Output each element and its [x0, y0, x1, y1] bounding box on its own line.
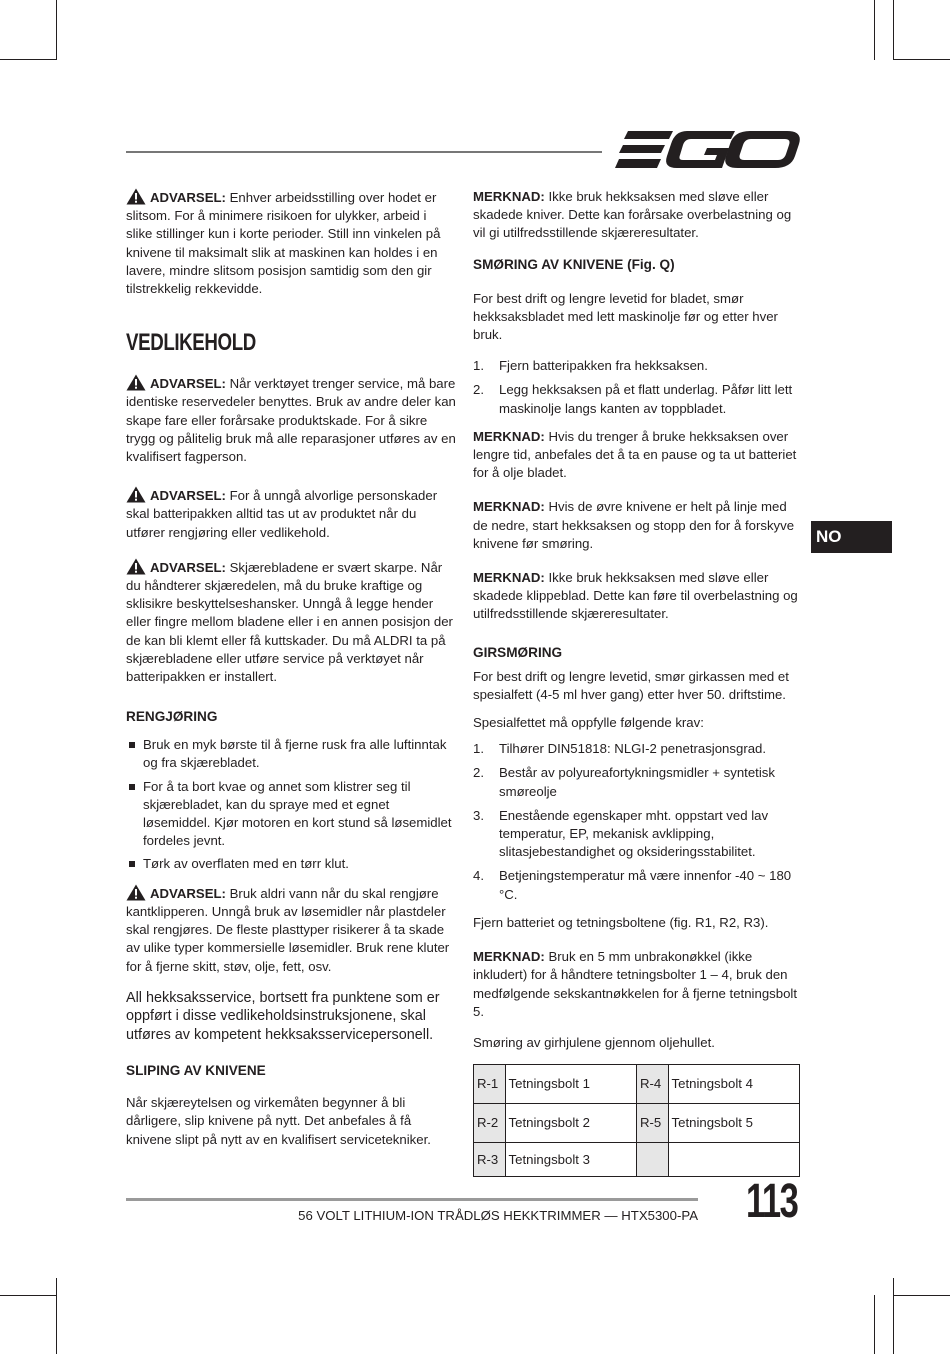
note-label: MERKNAD: — [473, 189, 545, 204]
page-number: 113 — [746, 1175, 798, 1228]
note-label: MERKNAD: — [473, 499, 545, 515]
step-number: 4. — [473, 868, 484, 884]
note-text: Ikke bruk hekksaksen med sløve eller skadede kniver. Dette kan forårsake overbelastning og vil gi utilfredsstillende skjæreresultater. — [473, 189, 792, 241]
crop-mark — [56, 1278, 57, 1354]
list-item — [473, 740, 803, 758]
note-text: Ikke bruk hekksaksen med sløve eller skadede klippeblad. Dette kan føre til overbelastning og utilfredsstillende skjæreresultater. — [473, 570, 798, 622]
warning-battery — [126, 486, 456, 542]
note-align — [473, 498, 803, 553]
warning-label: ADVARSEL: — [150, 885, 226, 901]
part-name: Tetningsbolt 2 — [505, 1104, 636, 1143]
footer-product: 56 VOLT LITHIUM-ION TRÅDLØS HEKKTRIMMER — HTX5300-PA — [298, 1208, 698, 1223]
note-label: MERKNAD: — [473, 570, 545, 586]
section-title: VEDLIKEHOLD — [126, 329, 256, 357]
list-item — [473, 867, 803, 903]
warning-text: Bruk aldri vann når du skal rengjøre kantklipperen. Unngå bruk av løsemidler når plastdeler skal rengjøres. De fleste plasttyper risikerer å ta skade av ulike typer kommersielle løsemidler. Bruk rene kluter for å fjerne skitt, støv, olje, fett, osv. — [126, 885, 450, 974]
warning-triangle-icon — [126, 486, 146, 503]
step-text: Enestående egenskaper mht. oppstart ved lav temperatur, EP, mekanisk avklipping, slitasjebestandighet og oksideringsstabilitet. — [499, 807, 769, 860]
language-tab: NO — [811, 521, 892, 553]
sharpen-heading: SLIPING AV KNIVENE — [126, 1063, 266, 1079]
list-item: For å ta bort kvae og annet som klistrer seg til skjærebladet, kan du spraye med et egnet løsemiddel. Kjør motoren en kort stund så løsemidlet fordeles jevnt. — [126, 778, 456, 851]
part-code: R-4 — [636, 1065, 668, 1104]
part-code: R-1 — [474, 1065, 506, 1104]
warning-triangle-icon — [126, 558, 146, 575]
note-dull-knives — [473, 188, 803, 243]
list-item — [473, 764, 803, 800]
note-long-use — [473, 428, 803, 483]
warning-text: Når verktøyet trenger service, må bare identiske reservedeler benyttes. Bruk av andre deler kan skape fare eller forårsake produktskade. For å sikre trygg og pålitelig bruk må alle reparasjoner utføres av en kvalifisert fagperson. — [126, 376, 456, 465]
list-item: Tørk av overflaten med en tørr klut. — [126, 855, 456, 873]
cleaning-list — [126, 736, 456, 873]
part-name: Tetningsbolt 3 — [505, 1143, 636, 1177]
ego-logo — [615, 128, 800, 172]
step-text: Består av polyureafortykningsmidler + syntetisk smøreolje — [499, 765, 775, 799]
warning-label: ADVARSEL: — [150, 488, 226, 504]
crop-mark — [893, 1295, 950, 1296]
warning-label: ADVARSEL: — [150, 190, 226, 205]
part-code: R-2 — [474, 1104, 506, 1143]
lube-paragraph: For best drift og lengre levetid for bladet, smør hekksaksbladet med lett maskinolje før og etter hver bruk. — [473, 290, 778, 343]
crop-mark — [893, 1278, 894, 1354]
step-number: 2. — [473, 765, 484, 781]
note-label: MERKNAD: — [473, 949, 545, 965]
warning-text: Skjærebladene er svært skarpe. Når du håndterer skjæredelen, må du bruke kraftige og sklisikre beskyttelseshansker. Unngå å legge hender eller fingre mellom bladene eller i en annen posisjon der de kan bli klemt eller få kuttskader. Du må ALDRI ta på skjærebladene eller utføre service på verktøyet når batteripakken er installert. — [126, 559, 453, 685]
part-name: Tetningsbolt 1 — [505, 1065, 636, 1104]
part-code: R-3 — [474, 1143, 506, 1177]
crop-mark — [0, 59, 56, 60]
grease-intro: Spesialfettet må oppfylle følgende krav: — [473, 715, 704, 731]
crop-mark — [874, 1295, 875, 1354]
crop-mark — [56, 0, 57, 60]
crop-mark — [893, 0, 894, 60]
note-text: Hvis de øvre knivene er helt på linje med de nedre, start hekksaksen og stopp den for å forskyve knivene før smøring. — [473, 499, 795, 551]
right-column — [473, 188, 803, 1177]
note-text: Bruk en 5 mm unbrakonøkkel (ikke inkludert) for å håndtere tetningsbolter 1 – 4, bruk den medfølgende sekskantnøkkelen for å fjerne tetningsbolt 5. — [473, 949, 798, 1019]
service-paragraph: All hekksaksservice, bortsett fra punktene som er oppført i disse vedlikeholdsinstruksjonene, skal utføres av kompetent hekksaksservicepersonell. — [126, 989, 440, 1043]
left-column — [126, 188, 456, 1162]
list-item: Bruk en myk børste til å fjerne rusk fra alle luftinntak og fra skjærebladet. — [126, 736, 456, 772]
warning-triangle-icon — [126, 884, 146, 901]
warning-label: ADVARSEL: — [150, 376, 226, 392]
remove-bolts: Fjern batteriet og tetningsboltene (fig. R1, R2, R3). — [473, 914, 769, 930]
warning-text: Enhver arbeidsstilling over hodet er slitsom. For å minimere risikoen for ulykker, arbeid i slike stillinger kun i korte perioder. Still inn vinkelen på knivene til maksimalt slik at maskinen kan holdes i en lavere, mindre slitsom posisjon samtidig som den gir tilstrekkelig rekkevidde. — [126, 190, 441, 297]
warning-blades — [126, 558, 456, 686]
list-item — [473, 381, 803, 417]
step-text: Fjern batteripakken fra hekksaksen. — [499, 358, 708, 374]
crop-mark — [893, 59, 950, 60]
grease-requirements — [473, 740, 803, 904]
warning-text: For å unngå alvorlige personskader skal batteripakken alltid tas ut av produktet når du utfører rengjøring eller vedlikehold. — [126, 488, 438, 540]
step-number: 3. — [473, 807, 484, 823]
step-text: Legg hekksaksen på et flatt underlag. Påfør litt lett maskinolje langs kanten av toppbladet. — [499, 382, 793, 416]
lube-heading: SMØRING AV KNIVENE (Fig. Q) — [473, 256, 675, 272]
table-row — [474, 1065, 800, 1104]
note-wrench — [473, 948, 803, 1021]
warning-triangle-icon — [126, 188, 146, 205]
part-name: Tetningsbolt 5 — [668, 1104, 799, 1143]
warning-water — [126, 884, 456, 976]
warning-service — [126, 374, 456, 466]
gear-paragraph: For best drift og lengre levetid, smør girkassen med et spesialfett (4-5 ml hver gang) etter hver 50. driftstime. — [473, 668, 789, 702]
note-dull-blades — [473, 569, 803, 624]
warning-triangle-icon — [126, 374, 146, 391]
gear-heading: GIRSMØRING — [473, 644, 563, 660]
step-number: 1. — [473, 741, 484, 757]
part-name: Tetningsbolt 4 — [668, 1065, 799, 1104]
step-text: Tilhører DIN51818: NLGI-2 penetrasjonsgrad. — [499, 741, 767, 757]
warning-overhead — [126, 188, 456, 298]
lube-steps — [473, 357, 803, 418]
crop-mark — [0, 1295, 56, 1296]
parts-table — [473, 1064, 800, 1177]
cleaning-heading: RENGJØRING — [126, 709, 218, 725]
note-text: Hvis du trenger å bruke hekksaksen over lengre tid, anbefales det å ta en pause og ta ut batteriet for å olje bladet. — [473, 428, 797, 481]
footer-rule — [126, 1198, 698, 1201]
note-label: MERKNAD: — [473, 428, 545, 444]
step-number: 2. — [473, 382, 484, 398]
header-rule — [126, 151, 602, 153]
list-item — [473, 807, 803, 862]
table-row — [474, 1104, 800, 1143]
part-code — [636, 1143, 668, 1177]
list-item — [473, 357, 803, 375]
step-text: Betjeningstemperatur må være innenfor -40 ~ 180 °C. — [499, 868, 792, 902]
sharpen-paragraph: Når skjæreytelsen og virkemåten begynner å bli dårligere, slip knivene på nytt. Det anbefales å få knivene slipt på nytt av en kvalifisert servicetekniker. — [126, 1095, 431, 1147]
crop-mark — [874, 0, 875, 60]
part-code: R-5 — [636, 1104, 668, 1143]
warning-label: ADVARSEL: — [150, 559, 226, 575]
oil-hole-text: Smøring av girhjulene gjennom oljehullet. — [473, 1034, 715, 1050]
step-number: 1. — [473, 358, 484, 374]
